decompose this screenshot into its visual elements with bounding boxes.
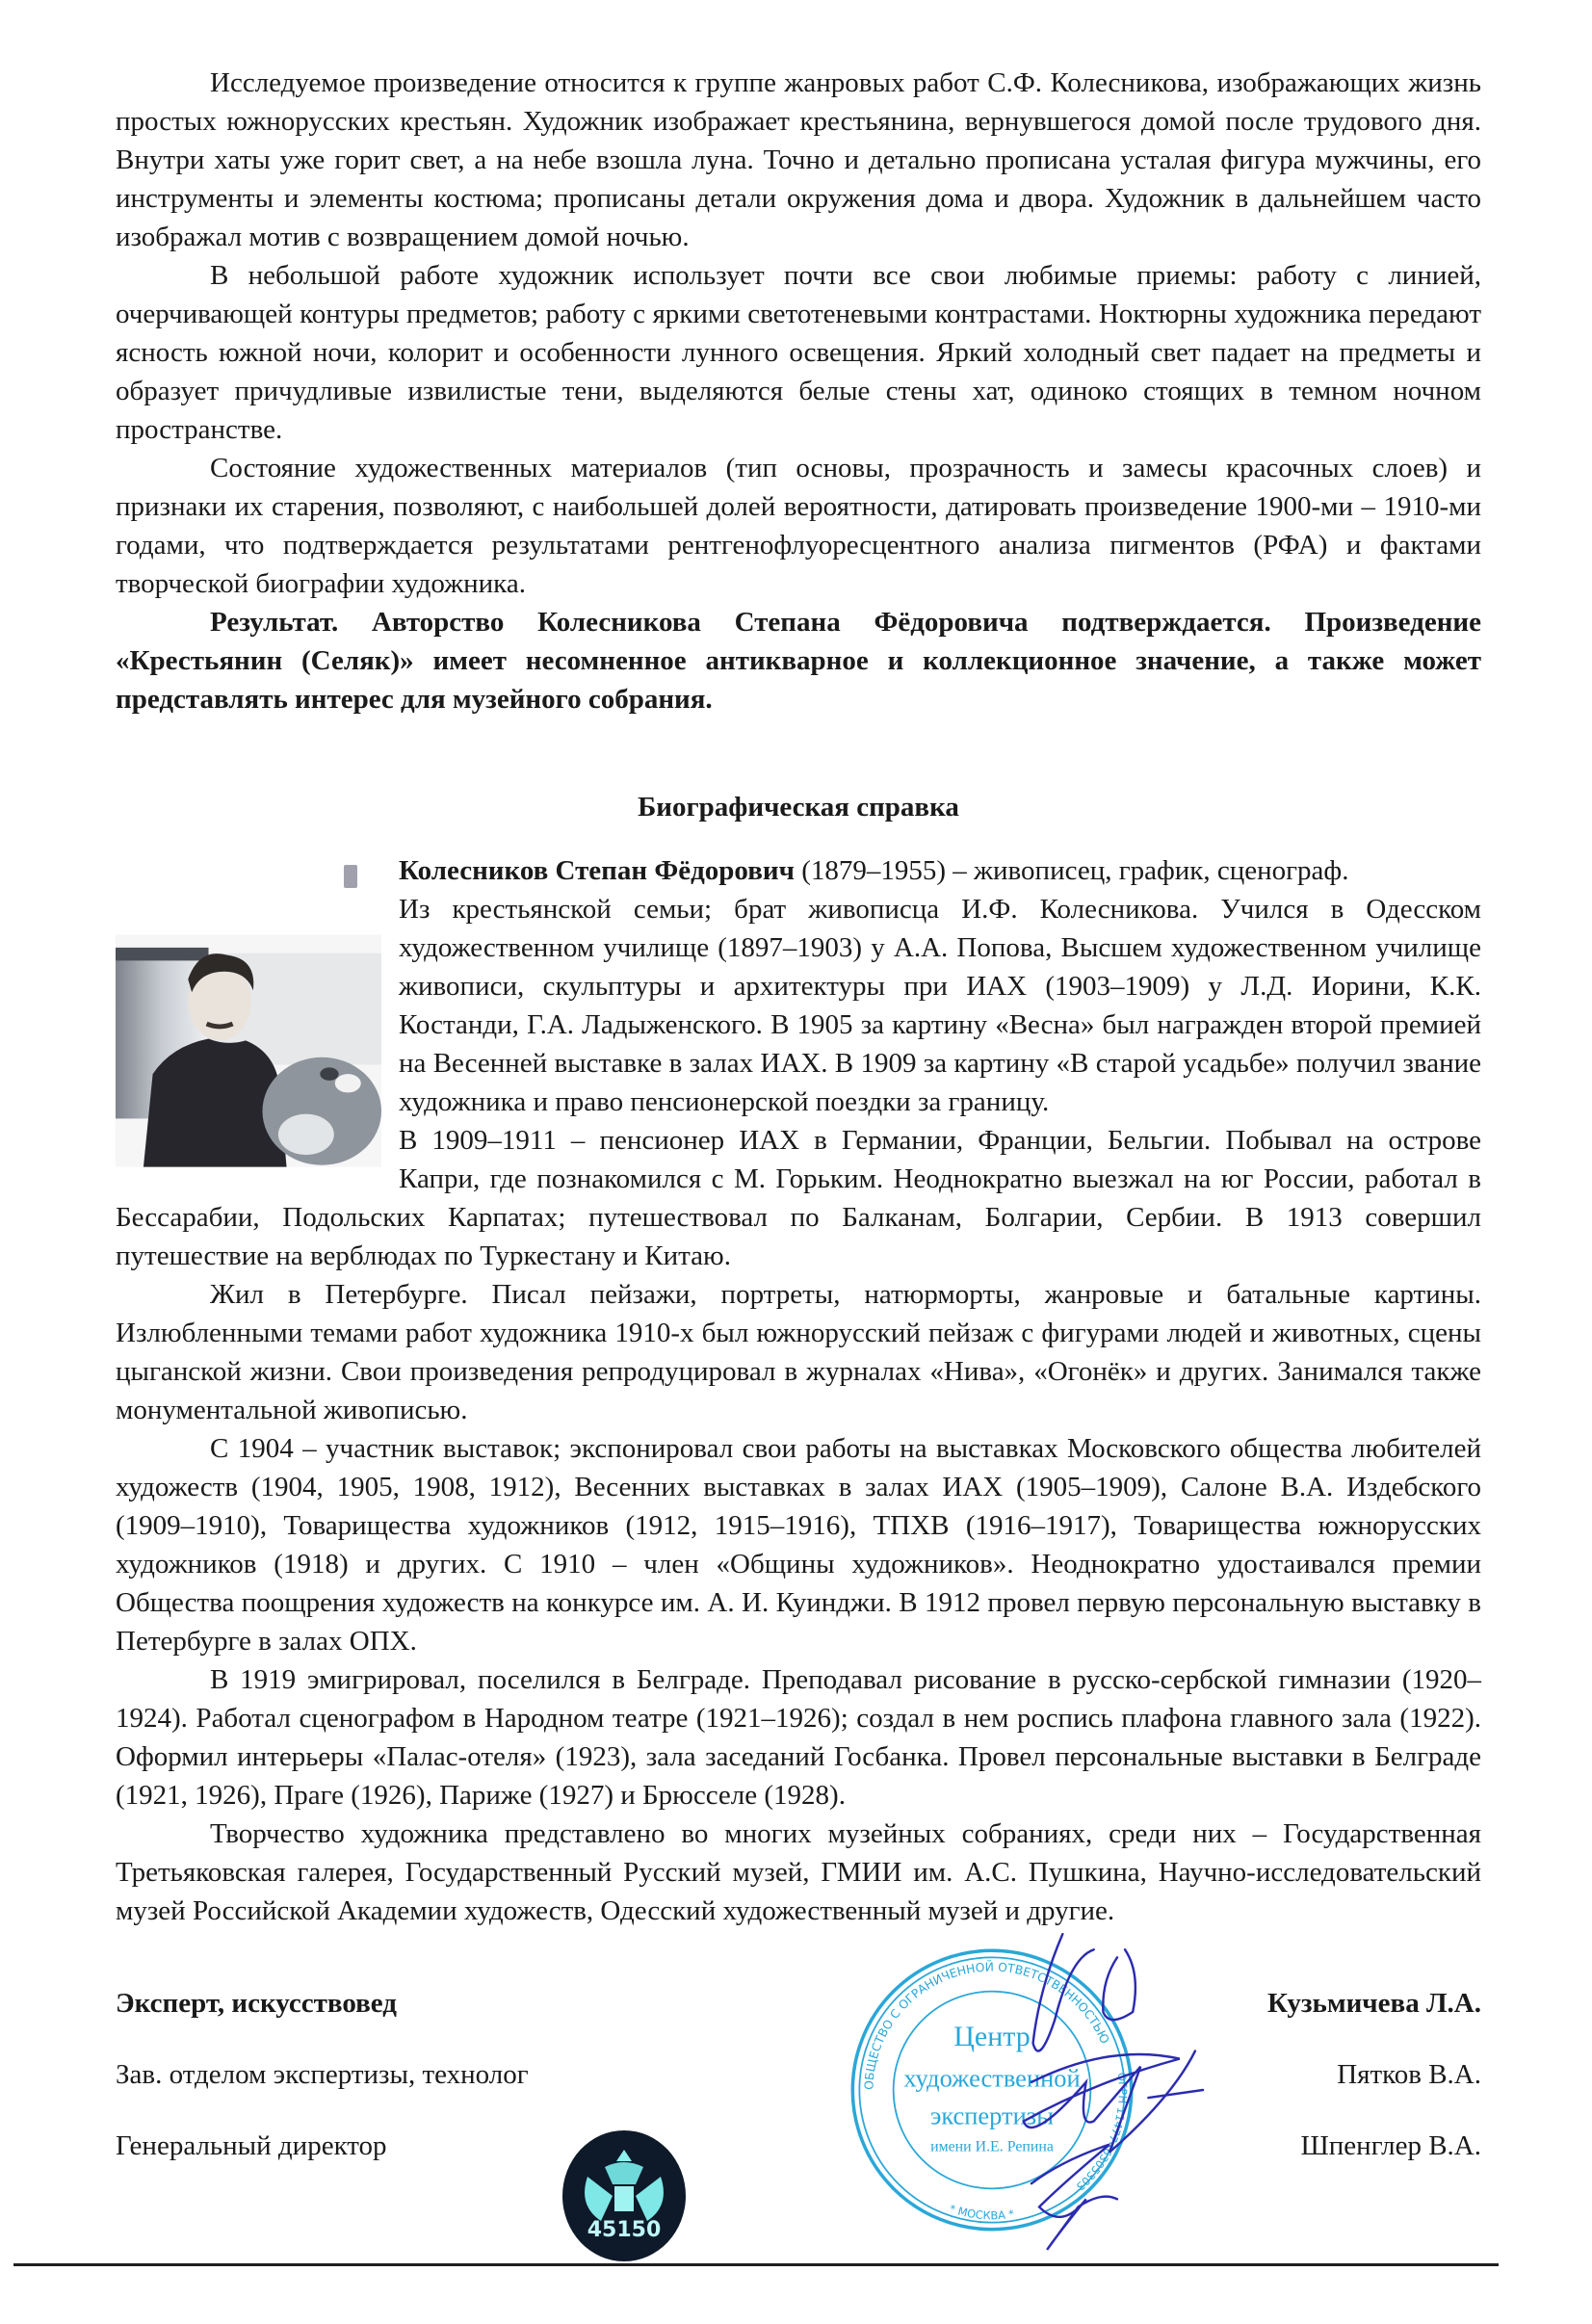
artist-portrait-photo xyxy=(116,930,381,1171)
director-name: Шпенглер В.А. xyxy=(1300,2130,1481,2161)
stamp-line-1: Центр xyxy=(953,2021,1031,2053)
paragraph: Жил в Петербурге. Писал пейзажи, портреты, натюрморты, жанровые и батальные картины. Излюбленными темами работ художника 1910-х был южнорусский пейзаж с фигурами людей и животных, сцены цыганской жизни. Свои произведения репродуцировал в журналах «Нива», «Огонёк» и других. Занимался также монументальной живописью. xyxy=(116,1279,1481,1425)
stamp-ring-city: * МОСКВА * xyxy=(947,2201,1016,2223)
paragraph: Из крестьянской семьи; брат живописца И.Ф. Колесникова. Учился в Одесском художественном училище (1897–1903) у А.А. Попова, Высшем художественном училище живописи, скульптуры и архитектуры при ИАХ (1903–1909) у Л.Д. Иорини, К.К. Костанди, Г.А. Ладыженского. В 1905 за картину «Весна» был награжден второй премией на Весенней выставке в залах ИАХ. В 1909 за картину «В старой усадьбе» получил звание художника и право пенсионерской поездки за границу. xyxy=(399,894,1481,1117)
bio-heading: Биографическая справка xyxy=(638,792,959,823)
stamp-ring-ogrn: ОГРН 1147746305303 xyxy=(1073,2072,1130,2194)
paragraph: В небольшой работе художник использует почти все свои любимые приемы: работу с линией, очерчивающей контуры предметов; работу с яркими светотеневыми контрастами. Ноктюрны художника передают ясность южной ночи, колорит и особенности лунного освещения. Яркий холодный свет падает на предметы и образует причудливые извилистые тени, выделяются белые стены хат, одиноко стоящих в темном ночном пространстве. xyxy=(116,260,1481,445)
paragraph: Творчество художника представлено во многих музейных собраниях, среди них – Государственная Третьяковская галерея, Государственный Русский музей, ГМИИ им. А.С. Пушкина, Научно-исследовательский музей Российской Академии художеств, Одесский художественный музей и другие. xyxy=(116,1818,1481,1926)
paragraph: Исследуемое произведение относится к группе жанровых работ С.Ф. Колесникова, изображающих жизнь простых южнорусских крестьян. Художник изображает крестьянина, вернувшегося домой после трудового дня. Внутри хаты уже горит свет, а на небе взошла луна. Точно и детально прописана усталая фигура мужчины, его инструменты и элементы костюма; прописаны детали окружения дома и двора. Художник в дальнейшем часто изображал мотив с возвращением домой ночью. xyxy=(116,67,1481,252)
artist-dates: (1879–1955) – живописец, график, сценограф. xyxy=(794,855,1349,886)
paragraph: Состояние художественных материалов (тип основы, прозрачность и замесы красочных слоев) и признаки их старения, позволяют, с наибольшей долей вероятности, датировать произведение 1900-ми – 1910-ми годами, что подтверждается результатами рентгенофлуоресцентного анализа пигментов (РФА) и фактами творческой биографии художника. xyxy=(116,453,1481,599)
portrait-photo-block xyxy=(116,851,385,1198)
artist-name: Колесников Степан Фёдорович xyxy=(399,855,795,886)
expert-role: Эксперт, искусствовед xyxy=(116,1988,397,2019)
hologram-number: 45150 xyxy=(587,2218,662,2242)
stamp-line-4: имени И.Е. Репина xyxy=(930,2138,1054,2155)
expert-name: Кузьмичева Л.А. xyxy=(1267,1988,1481,2019)
svg-text:* МОСКВА * xyxy=(948,2202,1015,2222)
paragraph: В 1909–1911 – пенсионер ИАХ в Германии, Франции, Бельгии. Побывал на острове Капри, где познакомился с М. Горьким. Неоднократно выезжал на юг России, работал в Бессарабии, Подольских Карпатах; путешествовал по Балканам, Болгарии, Сербии. В 1913 совершил путешествие на верблюдах по Туркестану и Китаю. xyxy=(116,1125,1481,1271)
assessment-section xyxy=(116,64,1481,718)
paragraph: С 1904 – участник выставок; экспонировал свои работы на выставках Московского общества любителей художеств (1904, 1905, 1908, 1912), Весенних выставках в залах ИАХ (1905–1909), Салоне В.А. Издебского (1909–1910), Товарищества художников (1912, 1915–1916), ТПХВ (1916–1917), Товарищества южнорусских художников (1918) и других. С 1910 – член «Общины художников». Неоднократно удостаивался премии Общества поощрения художеств на конкурсе им. А. И. Куинджи. В 1912 провел первую персональную выставку в Петербурге в залах ОПХ. xyxy=(116,1433,1481,1657)
biography-section xyxy=(116,851,1481,1930)
director-role: Генеральный директор xyxy=(116,2130,387,2161)
stamp-line-2: художественной xyxy=(903,2063,1081,2093)
head-name: Пятков В.А. xyxy=(1337,2059,1481,2090)
footer-rule xyxy=(13,2263,1499,2266)
stamp-line-3: экспертизы xyxy=(929,2101,1055,2130)
signature-grid xyxy=(116,1984,1481,2165)
head-role: Зав. отделом экспертизы, технолог xyxy=(116,2059,529,2090)
paragraph: В 1919 эмигрировал, поселился в Белграде. Преподавал рисование в русско-сербской гимназии (1920–1924). Работал сценографом в Народном театре (1921–1926); создал в нем роспись плафона главного зала (1922). Оформил интерьеры «Палас-отеля» (1923), зала заседаний Госбанка. Провел персональные выставки в Белграде (1921, 1926), Праге (1926), Париже (1927) и Брюсселе (1928). xyxy=(116,1664,1481,1811)
document-icon xyxy=(344,865,357,888)
result-paragraph: Результат. Авторство Колесникова Степана Фёдоровича подтверждается. Произведение «Крестьянин (Селяк)» имеет несомненное антикварное и коллекционное значение, а также может представлять интерес для музейного собрания. xyxy=(116,607,1481,715)
stamp-ring-top: ОБЩЕСТВО С ОГРАНИЧЕННОЙ ОТВЕТСТВЕННОСТЬЮ xyxy=(862,1960,1112,2091)
signature-block xyxy=(116,1960,1481,2242)
